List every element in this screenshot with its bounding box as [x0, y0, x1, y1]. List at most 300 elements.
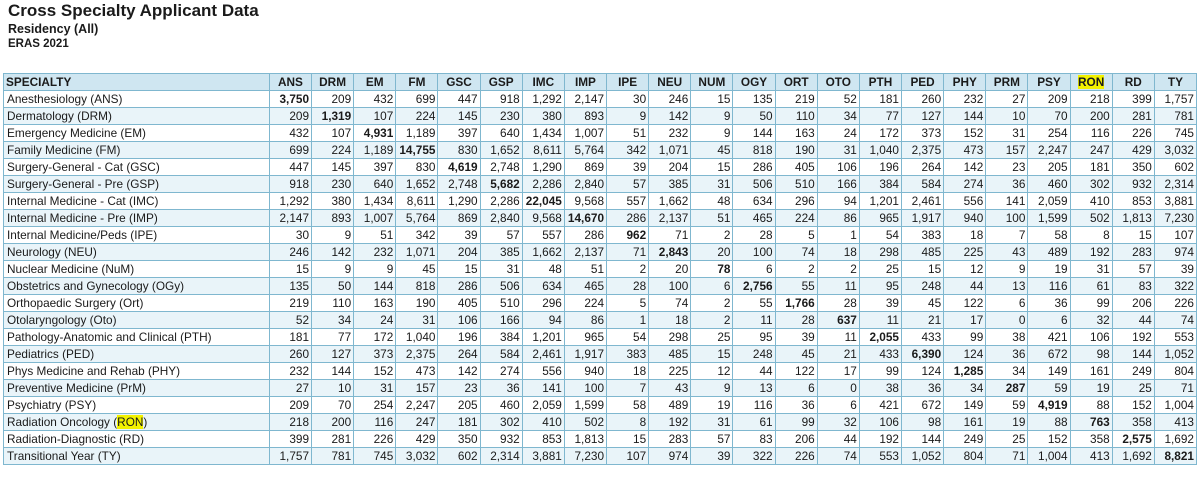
data-cell: 556 — [944, 193, 986, 210]
data-cell: 283 — [649, 431, 691, 448]
data-cell: 286 — [438, 278, 480, 295]
data-cell: 246 — [649, 91, 691, 108]
data-cell: 43 — [986, 244, 1028, 261]
data-cell: 745 — [354, 448, 396, 465]
column-header-em: EM — [354, 74, 396, 91]
data-cell: 322 — [1154, 278, 1196, 295]
data-cell: 447 — [438, 91, 480, 108]
data-cell: 39 — [859, 295, 901, 312]
data-cell: 2,055 — [859, 329, 901, 346]
data-cell: 0 — [986, 312, 1028, 329]
data-cell: 1,201 — [859, 193, 901, 210]
data-cell: 106 — [1070, 329, 1112, 346]
data-cell: 59 — [1028, 380, 1070, 397]
data-cell: 32 — [1070, 312, 1112, 329]
data-cell: 19 — [691, 397, 733, 414]
data-cell: 383 — [902, 227, 944, 244]
data-cell: 2,059 — [1028, 193, 1070, 210]
data-cell: 99 — [859, 363, 901, 380]
data-cell: 2,375 — [902, 142, 944, 159]
data-cell: 200 — [1070, 108, 1112, 125]
data-cell: 57 — [480, 227, 522, 244]
data-cell: 557 — [522, 227, 564, 244]
data-cell: 489 — [1028, 244, 1070, 261]
column-header-imc: IMC — [522, 74, 564, 91]
data-cell: 83 — [733, 431, 775, 448]
data-cell: 489 — [649, 397, 691, 414]
column-header-psy: PSY — [1028, 74, 1070, 91]
data-cell: 2,247 — [1028, 142, 1070, 159]
data-cell: 58 — [607, 397, 649, 414]
data-cell: 2,461 — [902, 193, 944, 210]
data-cell: 48 — [691, 193, 733, 210]
data-cell: 260 — [902, 91, 944, 108]
data-cell: 149 — [944, 397, 986, 414]
data-cell: 1,434 — [522, 125, 564, 142]
data-cell: 27 — [986, 91, 1028, 108]
data-cell: 10 — [986, 108, 1028, 125]
data-cell: 11 — [859, 312, 901, 329]
data-cell: 804 — [944, 448, 986, 465]
table-row — [4, 261, 1197, 278]
data-cell: 5,764 — [564, 142, 606, 159]
data-cell: 152 — [1028, 431, 1070, 448]
data-cell: 2 — [817, 261, 859, 278]
data-cell: 31 — [480, 261, 522, 278]
data-cell: 57 — [607, 176, 649, 193]
data-cell: 30 — [607, 91, 649, 108]
data-cell: 25 — [859, 261, 901, 278]
data-cell: 602 — [1154, 159, 1196, 176]
data-cell: 57 — [1112, 261, 1154, 278]
data-cell: 465 — [564, 278, 606, 295]
data-cell: 818 — [733, 142, 775, 159]
data-cell: 161 — [944, 414, 986, 431]
data-cell: 932 — [1112, 176, 1154, 193]
data-cell: 342 — [396, 227, 438, 244]
column-header-phy: PHY — [944, 74, 986, 91]
data-cell: 135 — [733, 91, 775, 108]
column-header-ipe: IPE — [607, 74, 649, 91]
data-cell: 232 — [269, 363, 311, 380]
data-cell: 122 — [775, 363, 817, 380]
data-cell: 358 — [1070, 431, 1112, 448]
data-cell: 39 — [1154, 261, 1196, 278]
data-cell: 9,568 — [564, 193, 606, 210]
data-cell: 31 — [354, 380, 396, 397]
data-cell: 8 — [607, 414, 649, 431]
data-cell: 965 — [564, 329, 606, 346]
table-row — [4, 91, 1197, 108]
data-cell: 152 — [354, 363, 396, 380]
data-cell: 385 — [649, 176, 691, 193]
data-cell: 853 — [1112, 193, 1154, 210]
column-header-rd: RD — [1112, 74, 1154, 91]
data-cell: 224 — [564, 295, 606, 312]
data-cell: 634 — [733, 193, 775, 210]
data-cell: 893 — [312, 210, 354, 227]
data-cell: 2,575 — [1112, 431, 1154, 448]
data-cell: 31 — [986, 125, 1028, 142]
data-cell: 286 — [733, 159, 775, 176]
data-cell: 205 — [438, 397, 480, 414]
data-cell: 36 — [986, 176, 1028, 193]
data-cell: 61 — [1070, 278, 1112, 295]
data-cell: 281 — [1112, 108, 1154, 125]
data-cell: 9 — [691, 380, 733, 397]
data-cell: 28 — [733, 227, 775, 244]
data-cell: 71 — [607, 244, 649, 261]
data-cell: 699 — [269, 142, 311, 159]
data-cell: 302 — [480, 414, 522, 431]
data-cell: 224 — [396, 108, 438, 125]
data-cell: 6 — [986, 295, 1028, 312]
data-cell: 107 — [1154, 227, 1196, 244]
data-cell: 11 — [817, 278, 859, 295]
data-cell: 163 — [775, 125, 817, 142]
specialty-name: Radiation Oncology (RON) — [4, 414, 270, 431]
table-row — [4, 312, 1197, 329]
data-cell: 45 — [902, 295, 944, 312]
data-cell: 2,286 — [480, 193, 522, 210]
data-cell: 7 — [607, 380, 649, 397]
specialty-name: Pathology-Anatomic and Clinical (PTH) — [4, 329, 270, 346]
specialty-name: Surgery-General - Cat (GSC) — [4, 159, 270, 176]
data-cell: 18 — [607, 363, 649, 380]
data-cell: 1,292 — [522, 91, 564, 108]
table-row — [4, 431, 1197, 448]
data-cell: 1,007 — [564, 125, 606, 142]
data-cell: 31 — [1070, 261, 1112, 278]
data-cell: 39 — [607, 159, 649, 176]
data-cell: 405 — [438, 295, 480, 312]
data-cell: 124 — [944, 346, 986, 363]
data-cell: 36 — [480, 380, 522, 397]
data-cell: 502 — [564, 414, 606, 431]
data-cell: 30 — [269, 227, 311, 244]
table-row — [4, 210, 1197, 227]
data-cell: 149 — [1028, 363, 1070, 380]
data-cell: 1,917 — [564, 346, 606, 363]
data-cell: 206 — [1112, 295, 1154, 312]
data-cell: 36 — [902, 380, 944, 397]
specialty-name: Internal Medicine/Peds (IPE) — [4, 227, 270, 244]
data-cell: 254 — [1028, 125, 1070, 142]
data-cell: 99 — [1070, 295, 1112, 312]
data-cell: 83 — [1112, 278, 1154, 295]
specialty-name: Internal Medicine - Pre (IMP) — [4, 210, 270, 227]
data-cell: 380 — [312, 193, 354, 210]
data-cell: 9 — [354, 261, 396, 278]
data-cell: 17 — [817, 363, 859, 380]
data-cell: 384 — [480, 329, 522, 346]
data-cell: 196 — [859, 159, 901, 176]
data-cell: 637 — [817, 312, 859, 329]
data-cell: 2,375 — [396, 346, 438, 363]
data-cell: 421 — [859, 397, 901, 414]
report-header — [8, 0, 259, 52]
data-cell: 206 — [775, 431, 817, 448]
data-cell: 405 — [775, 159, 817, 176]
data-cell: 384 — [859, 176, 901, 193]
table-row — [4, 244, 1197, 261]
data-cell: 247 — [1070, 142, 1112, 159]
data-cell: 2,843 — [649, 244, 691, 261]
data-cell: 39 — [438, 227, 480, 244]
data-cell: 192 — [649, 414, 691, 431]
data-cell: 106 — [817, 159, 859, 176]
data-cell: 8,821 — [1154, 448, 1196, 465]
data-cell: 24 — [354, 312, 396, 329]
data-cell: 71 — [986, 448, 1028, 465]
data-cell: 157 — [986, 142, 1028, 159]
data-cell: 432 — [354, 91, 396, 108]
column-header-ty: TY — [1154, 74, 1196, 91]
specialty-name: Pediatrics (PED) — [4, 346, 270, 363]
column-header-pth: PTH — [859, 74, 901, 91]
data-cell: 1,071 — [649, 142, 691, 159]
data-cell: 55 — [733, 295, 775, 312]
specialty-name: Family Medicine (FM) — [4, 142, 270, 159]
data-cell: 9 — [312, 227, 354, 244]
table-header-row — [4, 74, 1197, 91]
data-cell: 2,137 — [564, 244, 606, 261]
data-cell: 152 — [944, 125, 986, 142]
data-cell: 74 — [775, 244, 817, 261]
data-cell: 116 — [1028, 278, 1070, 295]
data-cell: 745 — [1154, 125, 1196, 142]
data-cell: 98 — [1070, 346, 1112, 363]
data-cell: 5 — [607, 295, 649, 312]
data-cell: 602 — [438, 448, 480, 465]
data-cell: 218 — [1070, 91, 1112, 108]
data-cell: 57 — [691, 431, 733, 448]
season-label: ERAS 2021 — [8, 38, 69, 50]
data-cell: 2,756 — [733, 278, 775, 295]
data-cell: 78 — [691, 261, 733, 278]
data-cell: 485 — [902, 244, 944, 261]
data-cell: 1,319 — [312, 108, 354, 125]
table-row — [4, 227, 1197, 244]
data-cell: 38 — [986, 329, 1028, 346]
data-cell: 399 — [1112, 91, 1154, 108]
data-cell: 172 — [859, 125, 901, 142]
data-cell: 672 — [1028, 346, 1070, 363]
data-cell: 15 — [691, 159, 733, 176]
data-cell: 1,662 — [649, 193, 691, 210]
data-cell: 473 — [396, 363, 438, 380]
data-cell: 8 — [1070, 227, 1112, 244]
data-cell: 429 — [396, 431, 438, 448]
data-cell: 204 — [438, 244, 480, 261]
data-cell: 1,652 — [396, 176, 438, 193]
data-cell: 974 — [649, 448, 691, 465]
data-cell: 71 — [649, 227, 691, 244]
data-cell: 248 — [902, 278, 944, 295]
data-cell: 226 — [1112, 125, 1154, 142]
data-cell: 31 — [691, 176, 733, 193]
report-subtitle: Residency (All) — [8, 22, 99, 36]
data-cell: 410 — [1070, 193, 1112, 210]
data-cell: 141 — [522, 380, 564, 397]
data-cell: 20 — [649, 261, 691, 278]
data-cell: 34 — [944, 380, 986, 397]
data-cell: 51 — [607, 125, 649, 142]
data-cell: 6,390 — [902, 346, 944, 363]
data-cell: 44 — [733, 363, 775, 380]
specialty-name: Nuclear Medicine (NuM) — [4, 261, 270, 278]
data-cell: 116 — [1070, 125, 1112, 142]
data-cell: 1 — [607, 312, 649, 329]
data-cell: 44 — [944, 278, 986, 295]
data-cell: 181 — [438, 414, 480, 431]
specialty-name: Phys Medicine and Rehab (PHY) — [4, 363, 270, 380]
data-cell: 48 — [522, 261, 564, 278]
data-cell: 127 — [312, 346, 354, 363]
data-cell: 640 — [480, 125, 522, 142]
data-cell: 553 — [859, 448, 901, 465]
data-cell: 44 — [817, 431, 859, 448]
data-cell: 11 — [733, 312, 775, 329]
data-cell: 506 — [733, 176, 775, 193]
data-cell: 380 — [522, 108, 564, 125]
data-cell: 142 — [944, 159, 986, 176]
data-cell: 226 — [354, 431, 396, 448]
data-cell: 71 — [1154, 380, 1196, 397]
data-cell: 763 — [1070, 414, 1112, 431]
data-cell: 24 — [817, 125, 859, 142]
data-cell: 460 — [1028, 176, 1070, 193]
data-cell: 38 — [859, 380, 901, 397]
data-cell: 122 — [944, 295, 986, 312]
data-cell: 209 — [269, 108, 311, 125]
data-cell: 1,813 — [564, 431, 606, 448]
data-cell: 2,247 — [396, 397, 438, 414]
specialty-name: Otolaryngology (Oto) — [4, 312, 270, 329]
data-cell: 1,292 — [269, 193, 311, 210]
data-cell: 1,071 — [396, 244, 438, 261]
data-cell: 2,748 — [438, 176, 480, 193]
data-cell: 34 — [312, 312, 354, 329]
data-cell: 274 — [480, 363, 522, 380]
data-cell: 94 — [817, 193, 859, 210]
data-cell: 161 — [1070, 363, 1112, 380]
data-cell: 10 — [312, 380, 354, 397]
data-cell: 59 — [986, 397, 1028, 414]
column-header-drm: DRM — [312, 74, 354, 91]
data-cell: 6 — [817, 397, 859, 414]
data-cell: 298 — [649, 329, 691, 346]
data-cell: 1,692 — [1112, 448, 1154, 465]
data-cell: 98 — [902, 414, 944, 431]
data-cell: 460 — [480, 397, 522, 414]
data-cell: 15 — [607, 431, 649, 448]
data-cell: 99 — [775, 414, 817, 431]
data-cell: 1,917 — [902, 210, 944, 227]
data-cell: 145 — [438, 108, 480, 125]
data-cell: 553 — [1154, 329, 1196, 346]
data-cell: 421 — [1028, 329, 1070, 346]
data-cell: 110 — [775, 108, 817, 125]
data-cell: 21 — [902, 312, 944, 329]
data-cell: 1,290 — [438, 193, 480, 210]
data-cell: 200 — [312, 414, 354, 431]
data-cell: 100 — [649, 278, 691, 295]
data-cell: 9 — [607, 108, 649, 125]
data-cell: 106 — [438, 312, 480, 329]
data-cell: 557 — [607, 193, 649, 210]
table-row — [4, 295, 1197, 312]
data-cell: 584 — [480, 346, 522, 363]
specialty-name: Psychiatry (PSY) — [4, 397, 270, 414]
data-cell: 28 — [775, 312, 817, 329]
data-cell: 152 — [1112, 397, 1154, 414]
data-cell: 2 — [775, 261, 817, 278]
data-cell: 9,568 — [522, 210, 564, 227]
data-cell: 232 — [649, 125, 691, 142]
data-cell: 433 — [859, 346, 901, 363]
data-cell: 190 — [775, 142, 817, 159]
data-cell: 23 — [986, 159, 1028, 176]
data-cell: 9 — [312, 261, 354, 278]
data-cell: 7,230 — [1154, 210, 1196, 227]
data-cell: 7,230 — [564, 448, 606, 465]
data-cell: 23 — [438, 380, 480, 397]
data-cell: 74 — [1154, 312, 1196, 329]
data-cell: 6 — [775, 380, 817, 397]
data-cell: 61 — [733, 414, 775, 431]
data-cell: 1,290 — [522, 159, 564, 176]
data-cell: 54 — [607, 329, 649, 346]
data-cell: 6 — [733, 261, 775, 278]
data-cell: 209 — [1028, 91, 1070, 108]
data-cell: 36 — [1028, 295, 1070, 312]
data-cell: 44 — [1112, 312, 1154, 329]
data-cell: 1,434 — [354, 193, 396, 210]
data-cell: 473 — [944, 142, 986, 159]
data-cell: 142 — [649, 108, 691, 125]
data-cell: 15 — [691, 91, 733, 108]
data-cell: 1,007 — [354, 210, 396, 227]
data-cell: 249 — [944, 431, 986, 448]
data-cell: 224 — [312, 142, 354, 159]
data-cell: 192 — [1070, 244, 1112, 261]
data-cell: 584 — [902, 176, 944, 193]
data-cell: 1,652 — [480, 142, 522, 159]
data-cell: 95 — [733, 329, 775, 346]
data-cell: 5,682 — [480, 176, 522, 193]
data-cell: 2,147 — [564, 91, 606, 108]
data-cell: 70 — [1028, 108, 1070, 125]
data-cell: 7 — [986, 227, 1028, 244]
data-cell: 144 — [733, 125, 775, 142]
data-cell: 141 — [986, 193, 1028, 210]
data-cell: 39 — [775, 329, 817, 346]
data-cell: 74 — [649, 295, 691, 312]
data-cell: 893 — [564, 108, 606, 125]
data-cell: 144 — [312, 363, 354, 380]
data-cell: 34 — [817, 108, 859, 125]
data-cell: 965 — [859, 210, 901, 227]
data-cell: 15 — [1112, 227, 1154, 244]
data-cell: 219 — [269, 295, 311, 312]
data-cell: 6 — [1028, 312, 1070, 329]
data-cell: 144 — [944, 108, 986, 125]
data-cell: 21 — [817, 346, 859, 363]
data-cell: 413 — [1154, 414, 1196, 431]
data-cell: 296 — [775, 193, 817, 210]
data-cell: 502 — [1070, 210, 1112, 227]
